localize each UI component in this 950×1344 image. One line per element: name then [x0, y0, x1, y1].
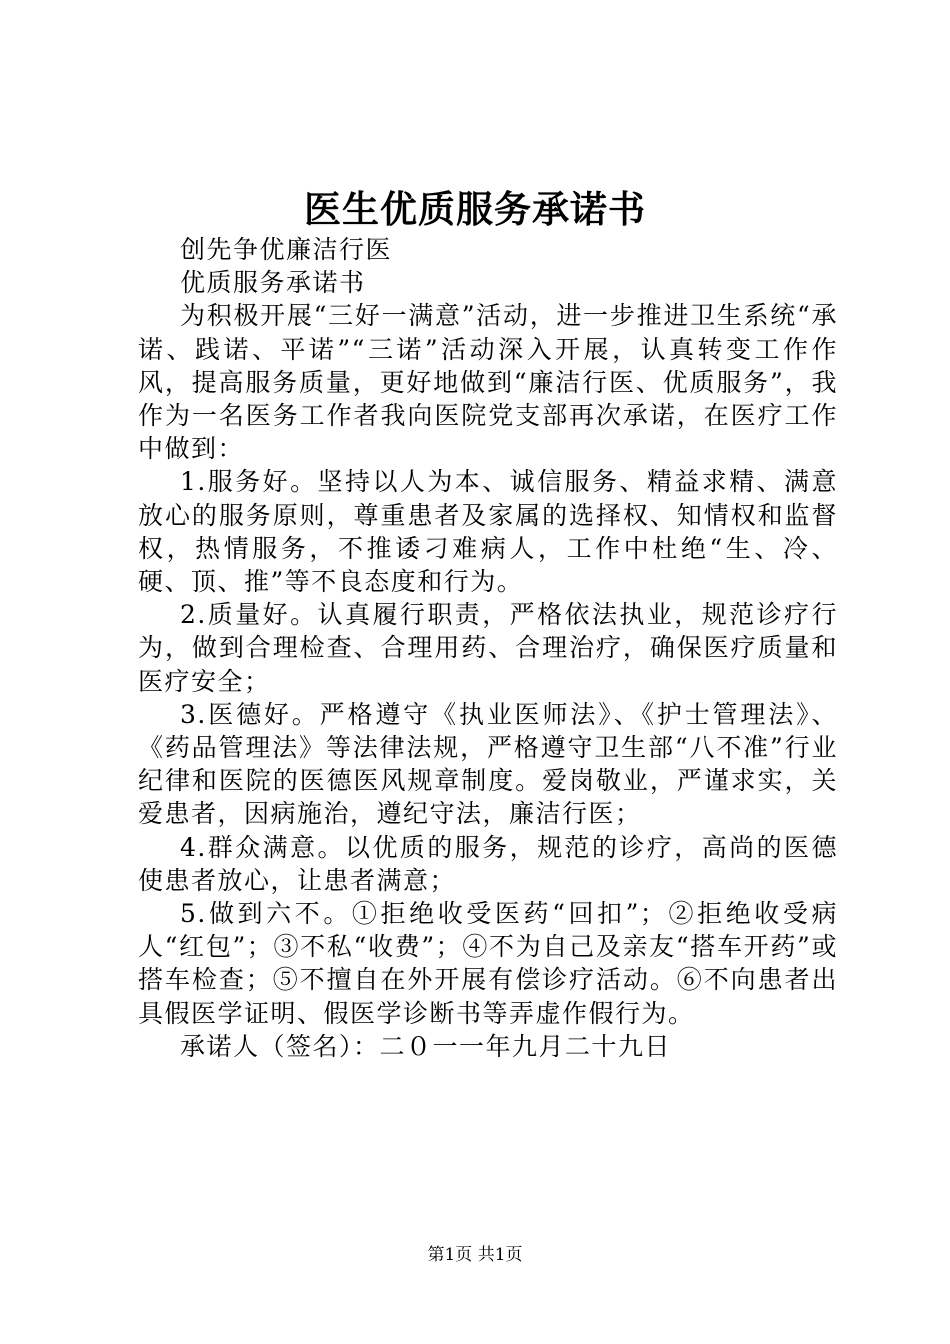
- document-title: 医生优质服务承诺书: [304, 187, 646, 231]
- document-body: [138, 233, 838, 1063]
- paragraph-item-3: 3.医德好。严格遵守《执业医师法》、《护士管理法》、《药品管理法》等法律法规，严格遵守卫生部“八不准”行业纪律和医院的医德医风规章制度。爱岗敬业，严谨求实，关爱患者，因病施治，遵纪守法，廉洁行医；: [138, 699, 838, 829]
- paragraph-item-1: 1.服务好。坚持以人为本、诚信服务、精益求精、满意放心的服务原则，尊重患者及家属的选择权、知情权和监督权，热情服务，不推诿刁难病人，工作中杜绝“生、冷、硬、顶、推”等不良态度和行为。: [138, 467, 838, 597]
- paragraph-intro: 为积极开展“三好一满意”活动，进一步推进卫生系统“承诺、践诺、平诺”“三诺”活动深入开展，认真转变工作作风，提高服务质量，更好地做到“廉洁行医、优质服务”，我作为一名医务工作者我向医院党支部再次承诺，在医疗工作中做到：: [138, 301, 838, 464]
- signature-line: 承诺人（签名）：二０一一年九月二十九日: [180, 1031, 672, 1061]
- paragraph-subtitle-2: 优质服务承诺书: [180, 268, 366, 298]
- paragraph-subtitle-1: 创先争优廉洁行医: [180, 235, 393, 264]
- page-footer: 第1页 共1页: [427, 1245, 523, 1265]
- paragraph-item-2: 2.质量好。认真履行职责，严格依法执业，规范诊疗行为，做到合理检查、合理用药、合理治疗，确保医疗质量和医疗安全；: [138, 600, 838, 696]
- paragraph-item-5: 5.做到六不。①拒绝收受医药“回扣”；②拒绝收受病人“红包”；③不私“收费”；④不为自己及亲友“搭车开药”或搭车检查；⑤不擅自在外开展有偿诊疗活动。⑥不向患者出具假医学证明、假医学诊断书等弄虚作假行为。: [138, 899, 838, 1028]
- paragraph-item-4: 4.群众满意。以优质的服务，规范的诊疗，高尚的医德使患者放心，让患者满意；: [138, 832, 838, 895]
